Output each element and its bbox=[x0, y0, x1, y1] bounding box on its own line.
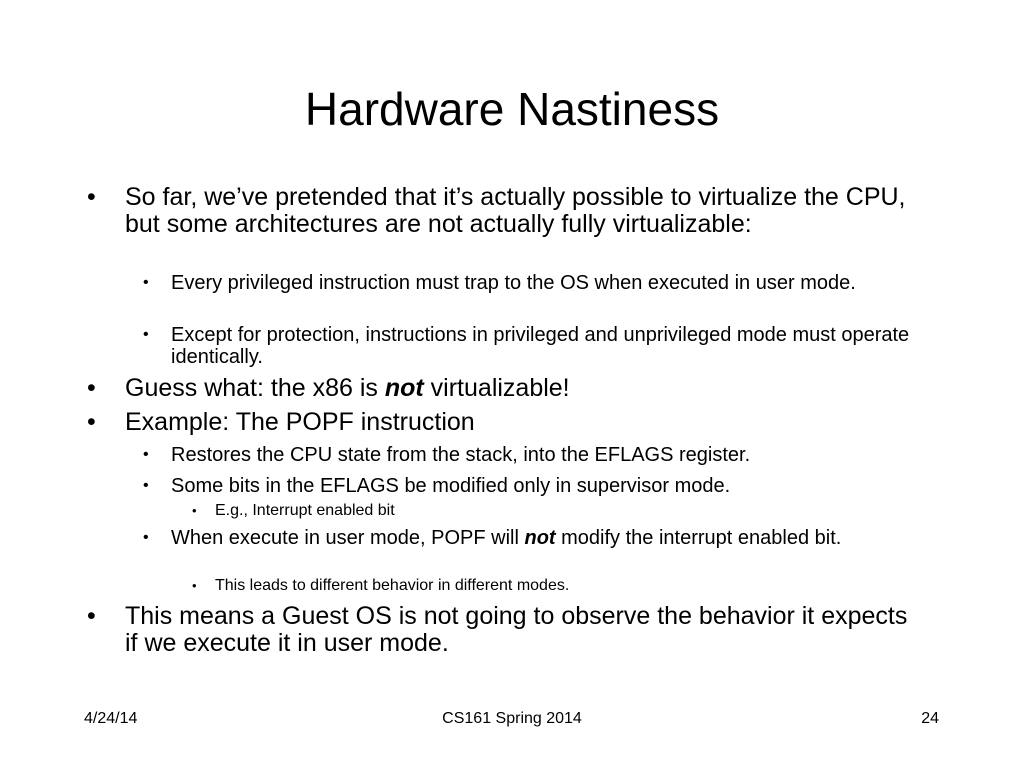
subbullet-text-emphasis: not bbox=[524, 527, 556, 549]
subbullet-eflags bbox=[143, 475, 941, 497]
bullet-dot: • bbox=[192, 578, 197, 593]
bullet-dot: • bbox=[87, 374, 96, 402]
bullet-dot: • bbox=[143, 274, 149, 291]
bullet-dot: • bbox=[87, 183, 96, 211]
footer-course: CS161 Spring 2014 bbox=[442, 710, 582, 727]
subbullet-restores bbox=[143, 444, 941, 466]
subbullet-identical bbox=[143, 324, 941, 368]
bullet-x86 bbox=[87, 374, 925, 402]
subsubbullet-text: E.g., Interrupt enabled bit bbox=[215, 502, 395, 519]
subbullet-trap bbox=[143, 272, 941, 294]
bullet-dot: • bbox=[87, 602, 96, 630]
subsubbullet-text: This leads to different behavior in different modes. bbox=[215, 577, 570, 594]
bullet-text: Example: The POPF instruction bbox=[125, 408, 475, 436]
bullet-text: This means a Guest OS is not going to observe the behavior it expects if we execute it in user mode. bbox=[125, 602, 908, 657]
subbullet-text: Some bits in the EFLAGS be modified only in supervisor mode. bbox=[171, 475, 731, 497]
bullet-text-post: virtualizable! bbox=[423, 374, 570, 402]
subbullet-text: Restores the CPU state from the stack, into the EFLAGS register. bbox=[171, 444, 751, 466]
bullet-text-emphasis: not bbox=[384, 374, 424, 402]
subbullet-user-mode bbox=[143, 527, 941, 549]
bullet-text: So far, we’ve pretended that it’s actually possible to virtualize the CPU, but some architectures are not actually fully virtualizable: bbox=[125, 183, 906, 238]
bullet-dot: • bbox=[143, 477, 149, 494]
subbullet-text: Except for protection, instructions in privileged and unprivileged mode must operate identically. bbox=[171, 324, 910, 368]
bullet-dot: • bbox=[143, 529, 149, 546]
bullet-dot: • bbox=[143, 326, 149, 343]
bullet-text-pre: Guess what: the x86 is bbox=[125, 374, 385, 402]
bullet-dot: • bbox=[192, 503, 197, 518]
subbullet-text-post: modify the interrupt enabled bit. bbox=[555, 527, 842, 549]
subsubbullet-behavior bbox=[192, 577, 915, 595]
bullet-guest-os bbox=[87, 602, 925, 657]
bullet-virtualize-cpu bbox=[87, 183, 925, 238]
subbullet-text-pre: When execute in user mode, POPF will bbox=[171, 527, 525, 549]
subbullet-text: Every privileged instruction must trap to the OS when executed in user mode. bbox=[171, 272, 856, 294]
footer-page-number: 24 bbox=[921, 710, 939, 727]
slide-title: Hardware Nastiness bbox=[304, 83, 720, 135]
bullet-popf bbox=[87, 408, 925, 436]
bullet-dot: • bbox=[143, 446, 149, 463]
subsubbullet-interrupt bbox=[192, 502, 915, 520]
bullet-dot: • bbox=[87, 408, 96, 436]
footer-date: 4/24/14 bbox=[84, 710, 138, 727]
